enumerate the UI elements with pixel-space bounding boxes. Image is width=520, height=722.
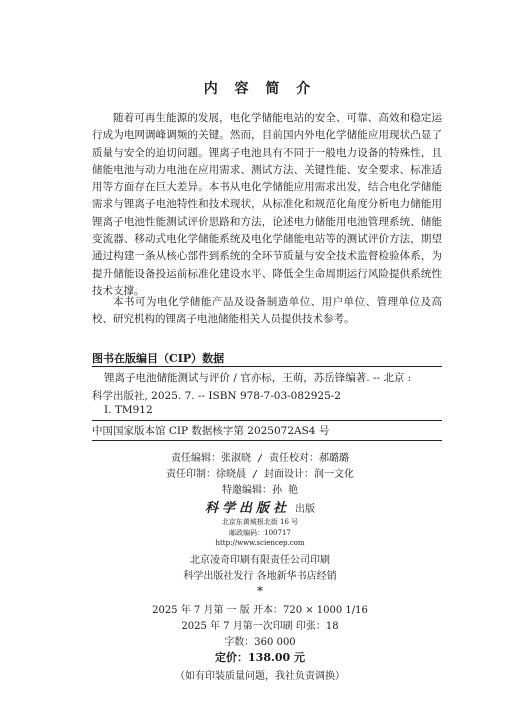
cip-line-1: 锂离子电池储能测试与评价 / 官亦标，王萌，苏岳锋编著. -- 北京 : [104, 372, 412, 384]
quality-note: （如有印装质量问题，我社负责调换） [175, 671, 345, 682]
publisher-address: 北京东黄城根北街 16 号 [221, 518, 299, 526]
page-title: 内 容 简 介 [203, 81, 317, 97]
word-count: 字数：360 000 [224, 637, 296, 648]
editor-credits: 责任编辑：张淑晓 / 责任校对：郝璐璐 [170, 453, 350, 464]
separator-star: * [257, 584, 263, 598]
printing-line: 2025 年 7 月第一次印刷 印张：18 [181, 621, 339, 632]
publisher-website: http://www.sciencep.com [215, 539, 305, 547]
intro-text-1: 随着可再生能源的发展，电化学储能电站的安全、可靠、高效和稳定运行成为电网调峰调频的关键。然而，目前国内外电化学储能应用现状凸显了质量与安全的迫切问题。锂离子电池具有不同于一般电力设备的特殊性，且储能电池与动力电池在应用需求、测试方法、关键性能、安全要求、标准适用等方面存在巨大差异。本书从电化学储能应用需求出发，结合电化学储能需求与锂离子电池特性和技术现状，从标准化和规范化角度分析电力储能用锂离子电池性能测试评价思路和方法，论述电力储能用电池管理系统、储能变流器、移动式电化学储能系统及电化学储能电站等的测试评价方法，期望通过构建一条从核心部件到系统的全环节质量与安全技术监督检验体系，为提升储能设备投运前标准化建设水平、降低全生命周期运行风险提供系统性技术支撑。 [92, 112, 442, 297]
intro-paragraph-1 [92, 110, 442, 300]
cip-bottom-rule [92, 440, 442, 441]
distribution-info: 科学出版社发行 各地新华书店经销 [183, 571, 337, 582]
special-editor-credit: 特邀编辑：孙 艳 [221, 485, 299, 496]
publisher-suffix: 出版 [295, 504, 316, 515]
publisher-line [0, 497, 520, 516]
cip-top-rule [92, 366, 442, 367]
cip-mid-rule [92, 420, 442, 421]
print-credits: 责任印制：徐晓晨 / 封面设计：润一文化 [165, 469, 355, 480]
printer-info: 北京凌奇印刷有限责任公司印刷 [190, 555, 330, 566]
cip-heading: 图书在版编目（CIP）数据 [92, 352, 225, 365]
intro-text-2: 本书可为电化学储能产品及设备制造单位、用户单位、管理单位及高校、研究机构的锂离子电池储能相关人员提供技术参考。 [92, 296, 442, 326]
intro-paragraph-2 [92, 294, 442, 329]
edition-line: 2025 年 7 月第 一 版 开本：720 × 1000 1/16 [152, 605, 368, 616]
publisher-logo: 科学出版社 [204, 501, 290, 516]
cip-line-2: 科学出版社, 2025. 7. -- ISBN 978-7-03-082925-2 [92, 390, 341, 402]
publisher-postcode: 邮政编码：100717 [229, 529, 291, 537]
price: 定价：138.00 元 [215, 651, 305, 664]
cip-line-4: 中国国家版本馆 CIP 数据核字第 2025072AS4 号 [92, 425, 330, 437]
cip-line-3: Ⅰ. TM912 [104, 404, 153, 416]
